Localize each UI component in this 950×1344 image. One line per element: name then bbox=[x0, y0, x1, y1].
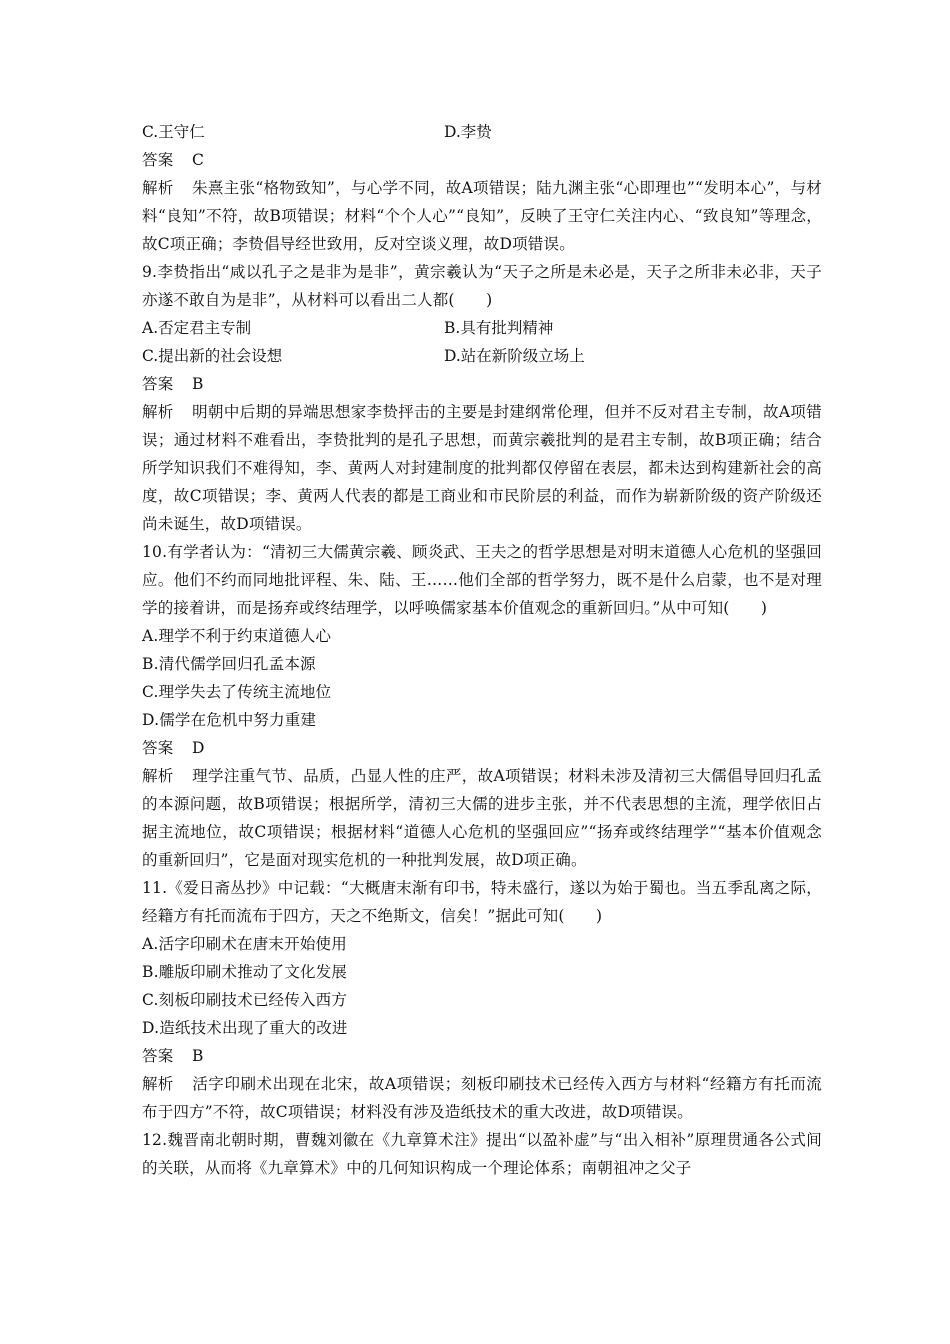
q9-answer bbox=[142, 370, 822, 398]
q11-analysis bbox=[142, 1070, 822, 1126]
q8-analysis bbox=[142, 174, 822, 258]
q10-answer bbox=[142, 734, 822, 762]
q8-answer bbox=[142, 146, 822, 174]
q8-option-c: C.王守仁 bbox=[142, 123, 205, 141]
q9-stem: 9.李贽指出“咸以孔子之是非为是非”，黄宗羲认为“天子之所是未必是，天子之所非未必非，天子亦遂不敢自为是非”，从材料可以看出二人都( ) bbox=[142, 263, 822, 309]
answer-value: B bbox=[192, 375, 204, 393]
q9-option-d: D.站在新阶级立场上 bbox=[444, 347, 585, 365]
document-page bbox=[142, 118, 822, 1182]
q10-stem: 10.有学者认为：“清初三大儒黄宗羲、顾炎武、王夫之的哲学思想是对明末道德人心危机的坚强回应。他们不约而同地批评程、朱、陆、王……他们全部的哲学努力，既不是什么启蒙，也不是对理学的接着讲，而是扬弃或终结理学，以呼唤儒家基本价值观念的重新回归。”从中可知( ) bbox=[142, 543, 822, 617]
q9-option-c: C.提出新的社会设想 bbox=[142, 347, 283, 365]
q12-stem: 12.魏晋南北朝时期，曹魏刘徽在《九章算术注》提出“以盈补虚”与“出入相补”原理贯通各公式间的关联，从而将《九章算术》中的几何知识构成一个理论体系；南朝祖冲之父子 bbox=[142, 1131, 822, 1177]
q11-answer bbox=[142, 1042, 822, 1070]
answer-label: 答案 bbox=[142, 1047, 174, 1065]
q8-option-d: D.李贽 bbox=[444, 123, 492, 141]
q11-stem: 11.《爱日斋丛抄》中记载：“大概唐末渐有印书，特未盛行，遂以为始于蜀也。当五季乱离之际，经籍方有托而流布于四方，天之不绝斯文，信矣！”据此可知( ) bbox=[142, 879, 822, 925]
q10-analysis bbox=[142, 762, 822, 874]
analysis-label: 解析 bbox=[142, 767, 174, 785]
answer-value: B bbox=[192, 1047, 204, 1065]
q11-option-a: A.活字印刷术在唐末开始使用 bbox=[142, 935, 347, 953]
q9-options-row-1 bbox=[142, 314, 822, 342]
answer-label: 答案 bbox=[142, 739, 174, 757]
analysis-text: 活字印刷术出现在北宋，故A项错误；刻板印刷技术已经传入西方与材料“经籍方有托而流布于四方”不符，故C项错误；材料没有涉及造纸技术的重大改进，故D项错误。 bbox=[142, 1075, 822, 1121]
answer-value: C bbox=[192, 151, 205, 169]
analysis-text: 理学注重气节、品质，凸显人性的庄严，故A项错误；材料未涉及清初三大儒倡导回归孔孟的本源问题，故B项错误；根据所学，清初三大儒的进步主张，并不代表思想的主流，理学依旧占据主流地位，故C项错误；根据材料“道德人心危机的坚强回应”“扬弃或终结理学”“基本价值观念的重新回归”，它是面对现实危机的一种批判发展，故D项正确。 bbox=[142, 767, 822, 869]
q10-option-b: B.清代儒学回归孔孟本源 bbox=[142, 655, 316, 673]
q11-option-d: D.造纸技术出现了重大的改进 bbox=[142, 1019, 348, 1037]
analysis-label: 解析 bbox=[142, 403, 174, 421]
q10-option-d: D.儒学在危机中努力重建 bbox=[142, 711, 317, 729]
q9-analysis bbox=[142, 398, 822, 538]
q8-options-row bbox=[142, 118, 822, 146]
q9-option-a: A.否定君主专制 bbox=[142, 319, 252, 337]
q10-option-a: A.理学不利于约束道德人心 bbox=[142, 627, 332, 645]
answer-value: D bbox=[192, 739, 205, 757]
q9-option-b: B.具有批判精神 bbox=[444, 319, 554, 337]
analysis-label: 解析 bbox=[142, 1075, 174, 1093]
analysis-label: 解析 bbox=[142, 179, 174, 197]
answer-label: 答案 bbox=[142, 375, 174, 393]
analysis-text: 明朝中后期的异端思想家李贽抨击的主要是封建纲常伦理，但并不反对君主专制，故A项错误；通过材料不难看出，李贽批判的是孔子思想，而黄宗羲批判的是君主专制，故B项正确；结合所学知识我们不难得知，李、黄两人对封建制度的批判都仅停留在表层，都未达到构建新社会的高度，故C项错误；李、黄两人代表的都是工商业和市民阶层的利益，而作为崭新阶级的资产阶级还尚未诞生，故D项错误。 bbox=[142, 403, 822, 533]
q11-option-c: C.刻板印刷技术已经传入西方 bbox=[142, 991, 348, 1009]
q11-option-b: B.雕版印刷术推动了文化发展 bbox=[142, 963, 348, 981]
q9-options-row-2 bbox=[142, 342, 822, 370]
analysis-text: 朱熹主张“格物致知”，与心学不同，故A项错误；陆九渊主张“心即理也”“发明本心”，与材料“良知”不符，故B项错误；材料“个个人心”“良知”，反映了王守仁关注内心、“致良知”等理念，故C项正确；李贽倡导经世致用，反对空谈义理，故D项错误。 bbox=[142, 179, 822, 253]
q10-option-c: C.理学失去了传统主流地位 bbox=[142, 683, 332, 701]
answer-label: 答案 bbox=[142, 151, 174, 169]
